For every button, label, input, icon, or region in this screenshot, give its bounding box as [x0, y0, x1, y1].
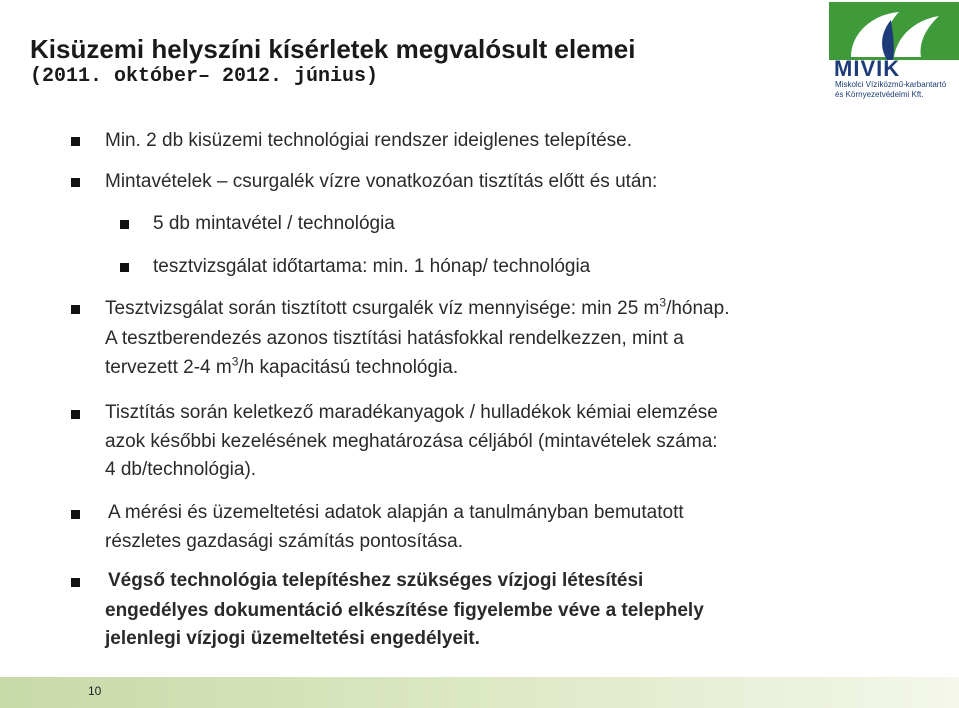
bullet-item-5-line-1: A mérési és üzemeltetési adatok alapján a tanulmányban bemutatott [108, 502, 684, 523]
sub-bullet-item-2a: 5 db mintavétel / technológia [153, 213, 395, 234]
bullet-icon [71, 305, 80, 314]
logo-subtitle [835, 80, 946, 100]
b3-l3-text-pre: tervezett 2-4 m [105, 357, 232, 378]
title-line-2: (2011. október– 2012. június) [30, 65, 379, 88]
bullet-item-4-line-2: azok későbbi kezelésének meghatározása céljából (mintavételek száma: [105, 431, 718, 452]
bullet-item-1: Min. 2 db kisüzemi technológiai rendszer ideiglenes telepítése. [105, 130, 633, 151]
bullet-item-6-line-2: engedélyes dokumentáció elkészítése figyelembe véve a telephely [105, 600, 704, 621]
sub-bullet-icon [120, 263, 129, 272]
bullet-item-2: Mintavételek – csurgalék vízre vonatkozóan tisztítás előtt és után: [105, 171, 658, 192]
sub-bullet-item-2b: tesztvizsgálat időtartama: min. 1 hónap/ technológia [153, 256, 591, 277]
bullet-item-3-line-1 [105, 296, 729, 322]
bullet-item-3-line-3 [105, 355, 458, 381]
slide-title [30, 34, 790, 90]
bullet-item-6-line-3: jelenlegi vízjogi üzemeltetési engedélyeit. [105, 628, 480, 649]
bullet-icon [71, 578, 80, 587]
footer-bar [0, 677, 959, 708]
b3-text-pre: Tesztvizsgálat során tisztított csurgalék víz mennyisége: min 25 m [105, 298, 660, 319]
b3-superscript: 3 [659, 295, 667, 310]
bullet-icon [71, 178, 80, 187]
logo-subtitle-line-2: és Környezetvédelmi Kft. [835, 90, 924, 99]
page-number: 10 [88, 684, 102, 698]
title-line-1: Kisüzemi helyszíni kísérletek megvalósult elemei [30, 34, 636, 64]
bullet-item-4-line-3: 4 db/technológia). [105, 459, 257, 480]
bullet-icon [71, 510, 80, 519]
logo-name: MIVIK [834, 56, 901, 81]
sub-bullet-icon [120, 220, 129, 229]
logo-subtitle-line-1: Miskolci Vízíközmű-karbantartó [835, 80, 947, 89]
bullet-icon [71, 137, 80, 146]
b3-l3-superscript: 3 [231, 354, 239, 369]
b3-l3-text-post: /h kapacitású technológia. [238, 357, 459, 378]
bullet-item-5-line-2: részletes gazdasági számítás pontosítása. [105, 531, 464, 552]
bullet-icon [71, 410, 80, 419]
b3-text-post: /hónap. [666, 298, 730, 319]
bullet-item-6-line-1: Végső technológia telepítéshez szükséges vízjogi létesítési [108, 570, 644, 591]
bullet-item-4-line-1: Tisztítás során keletkező maradékanyagok / hulladékok kémiai elemzése [105, 402, 718, 423]
bullet-item-3-line-2: A tesztberendezés azonos tisztítási hatásfokkal rendelkezzen, mint a [105, 328, 684, 349]
